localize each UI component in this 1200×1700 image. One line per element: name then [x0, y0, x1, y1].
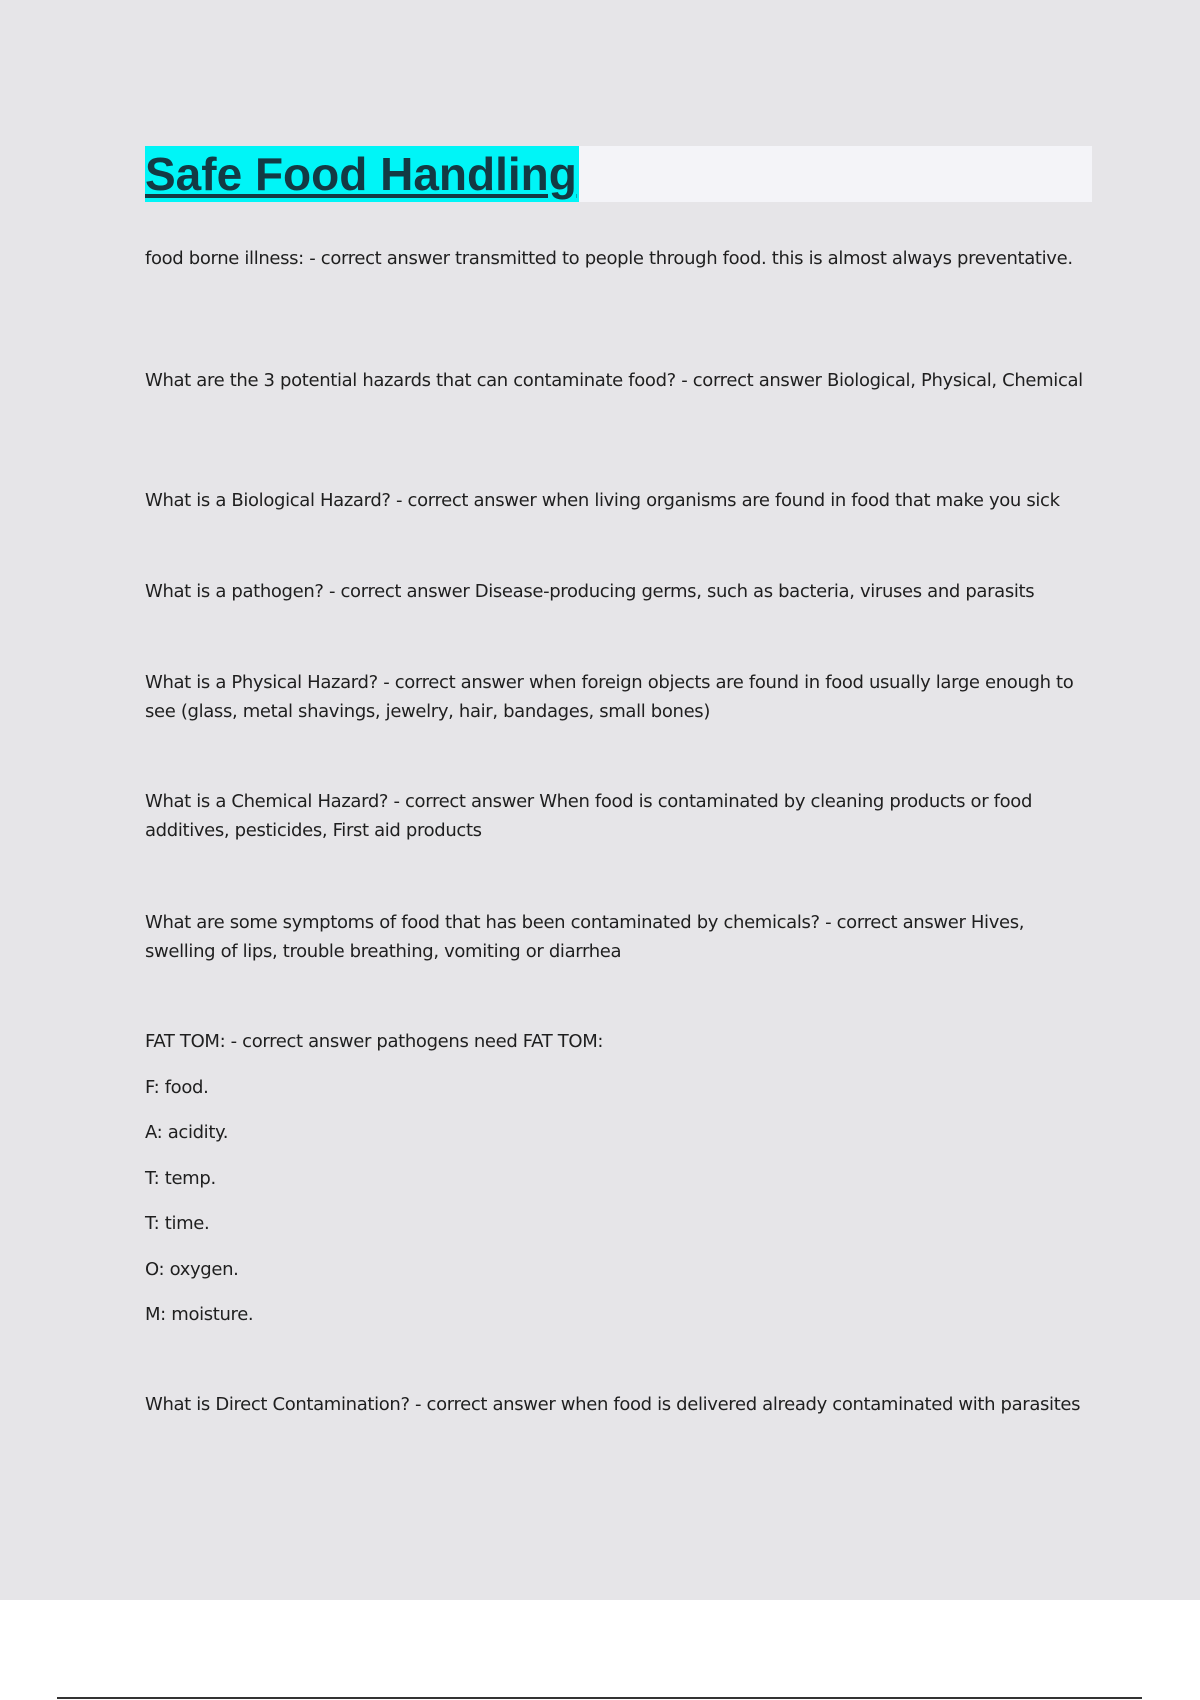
fat-tom-item-oxygen: O: oxygen.	[145, 1259, 239, 1280]
qa-entry-biological-hazard: What is a Biological Hazard? - correct answer when living organisms are found in food that make you sick	[145, 490, 1060, 511]
fat-tom-item-temp: T: temp.	[145, 1168, 216, 1189]
qa-entry-chemical-hazard: What is a Chemical Hazard? - correct answer When food is contaminated by cleaning products or food additives, pesticides, First aid products	[145, 791, 1033, 841]
qa-entry-direct-contamination: What is Direct Contamination? - correct answer when food is delivered already contaminated with parasites	[145, 1394, 1081, 1415]
qa-entry-food-borne-illness: food borne illness: - correct answer transmitted to people through food. this is almost always preventative.	[145, 248, 1073, 269]
qa-entry-three-hazards: What are the 3 potential hazards that can contaminate food? - correct answer Biological, Physical, Chemical	[145, 370, 1083, 391]
qa-entry-physical-hazard: What is a Physical Hazard? - correct answer when foreign objects are found in food usually large enough to see (glass, metal shavings, jewelry, hair, bandages, small bones)	[145, 672, 1074, 722]
fat-tom-item-food: F: food.	[145, 1077, 209, 1098]
qa-entry-pathogen: What is a pathogen? - correct answer Disease-producing germs, such as bacteria, viruses and parasits	[145, 581, 1035, 602]
qa-entry-fat-tom: FAT TOM: - correct answer pathogens need FAT TOM:	[145, 1031, 604, 1052]
fat-tom-item-moisture: M: moisture.	[145, 1304, 254, 1325]
qa-entry-chemical-symptoms: What are some symptoms of food that has been contaminated by chemicals? - correct answer Hives, swelling of lips, trouble breathing, vomiting or diarrhea	[145, 912, 1025, 962]
fat-tom-item-time: T: time.	[145, 1213, 210, 1234]
fat-tom-item-acidity: A: acidity.	[145, 1122, 229, 1143]
title-bar	[145, 146, 1092, 202]
document-title: Safe Food Handling	[145, 148, 577, 200]
footer-divider	[57, 1697, 1142, 1699]
